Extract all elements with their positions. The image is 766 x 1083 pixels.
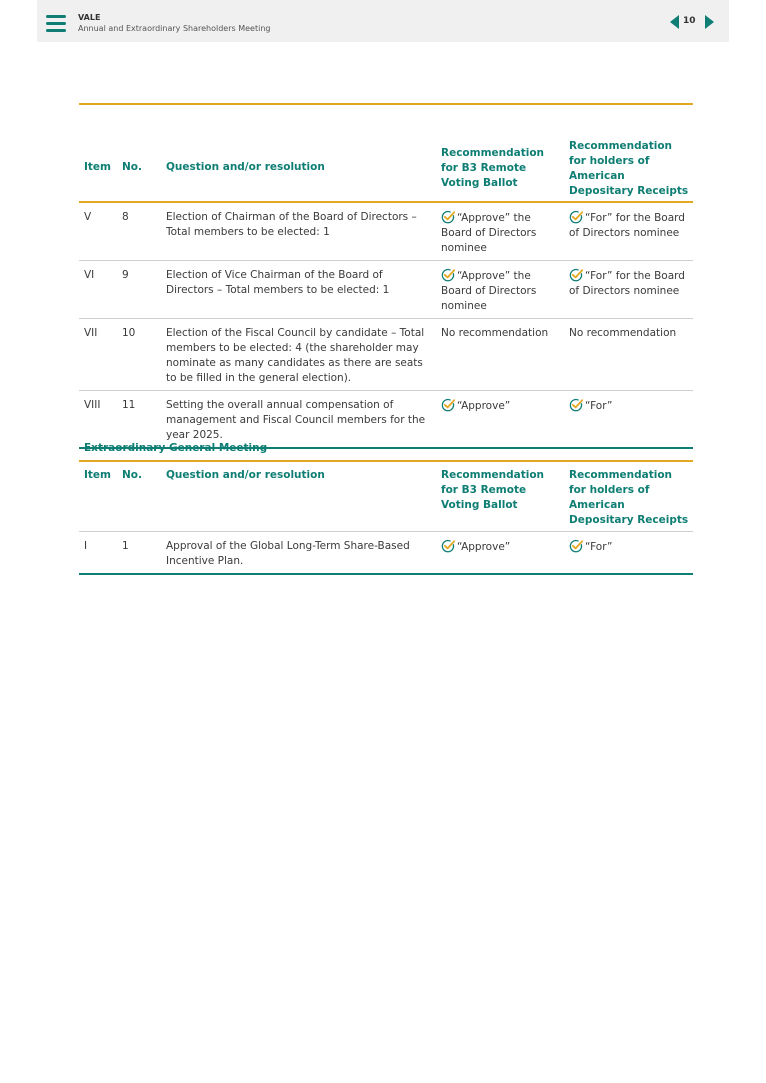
- cell-b3-recommendation: [436, 202, 564, 261]
- cell-question: [161, 261, 436, 319]
- check-circle-icon: [569, 398, 583, 412]
- cell-no: [117, 202, 161, 261]
- cell-item: [79, 202, 117, 261]
- cell-question-text: Election of Vice Chairman of the Board of Directors – Total members to be elected: 1: [166, 269, 390, 296]
- cell-no: [117, 261, 161, 319]
- cell-no-text: 11: [122, 399, 136, 411]
- cell-adr-recommendation-text: No recommendation: [569, 327, 677, 339]
- cell-adr-recommendation-text: “For”: [585, 400, 613, 412]
- cell-no-text: 8: [122, 211, 129, 223]
- cell-adr-recommendation: [564, 391, 693, 449]
- cell-b3-recommendation-text: “Approve” the Board of Directors nominee: [441, 212, 537, 254]
- table-row: [79, 261, 693, 319]
- agm-resolutions-table: [79, 103, 693, 449]
- check-circle-icon: [441, 539, 455, 553]
- cell-b3-recommendation-text: “Approve”: [457, 541, 511, 553]
- cell-no-text: 9: [122, 269, 129, 281]
- table-row: [79, 391, 693, 449]
- header-no: No.: [117, 461, 161, 532]
- check-circle-icon: [441, 398, 455, 412]
- cell-adr-recommendation-text: “For”: [585, 541, 613, 553]
- cell-question: [161, 319, 436, 391]
- menu-icon[interactable]: [46, 15, 66, 32]
- cell-no-text: 10: [122, 327, 136, 339]
- page-number: 10: [683, 16, 696, 26]
- header-question: Question and/or resolution: [161, 104, 436, 202]
- check-circle-icon: [569, 210, 583, 224]
- check-circle-icon: [441, 268, 455, 282]
- table-row: [79, 532, 693, 575]
- header-adr-recommendation: Recommendation for holders of American Depositary Receipts: [564, 104, 693, 202]
- cell-b3-recommendation-text: “Approve”: [457, 400, 511, 412]
- cell-question-text: Election of Chairman of the Board of Directors – Total members to be elected: 1: [166, 211, 417, 238]
- cell-question-text: Election of the Fiscal Council by candidate – Total members to be elected: 4 (the shareholder may nominate as many candidates as there are seats to be filled in the general election).: [166, 327, 425, 384]
- document-header: [37, 0, 729, 42]
- cell-no: [117, 391, 161, 449]
- cell-b3-recommendation: [436, 391, 564, 449]
- next-page-icon[interactable]: [705, 15, 714, 29]
- header-adr-recommendation: Recommendation for holders of American Depositary Receipts: [564, 461, 693, 532]
- table-header-row: [79, 104, 693, 202]
- header-item: Item: [79, 104, 117, 202]
- cell-question-text: Approval of the Global Long-Term Share-Based Incentive Plan.: [166, 540, 410, 567]
- cell-item-text: V: [84, 211, 92, 223]
- cell-b3-recommendation: [436, 261, 564, 319]
- cell-adr-recommendation: [564, 319, 693, 391]
- cell-item: [79, 319, 117, 391]
- cell-no: [117, 532, 161, 575]
- header-item: Item: [79, 461, 117, 532]
- cell-adr-recommendation-text: “For” for the Board of Directors nominee: [569, 270, 685, 297]
- egm-resolutions-table: [79, 460, 693, 575]
- cell-b3-recommendation: [436, 532, 564, 575]
- cell-b3-recommendation-text: No recommendation: [441, 327, 549, 339]
- table-header-row: [79, 461, 693, 532]
- cell-adr-recommendation: [564, 261, 693, 319]
- section-title: Extraordinary General Meeting: [84, 442, 268, 454]
- cell-question-text: Setting the overall annual compensation of management and Fiscal Council members for the year 2025.: [166, 399, 426, 441]
- header-b3-recommendation: Recommendation for B3 Remote Voting Ballot: [436, 104, 564, 202]
- header-b3-recommendation: Recommendation for B3 Remote Voting Ballot: [436, 461, 564, 532]
- prev-page-icon[interactable]: [670, 15, 679, 29]
- cell-item-text: VII: [84, 327, 98, 339]
- cell-item: [79, 261, 117, 319]
- document-subtitle: Annual and Extraordinary Shareholders Meeting: [78, 24, 271, 33]
- check-circle-icon: [569, 539, 583, 553]
- header-no: No.: [117, 104, 161, 202]
- cell-item-text: VIII: [84, 399, 101, 411]
- header-question: Question and/or resolution: [161, 461, 436, 532]
- cell-item-text: I: [84, 540, 88, 552]
- table-row: [79, 202, 693, 261]
- cell-adr-recommendation: [564, 202, 693, 261]
- cell-b3-recommendation-text: “Approve” the Board of Directors nominee: [441, 270, 537, 312]
- cell-item: [79, 532, 117, 575]
- cell-item: [79, 391, 117, 449]
- table-row: [79, 319, 693, 391]
- cell-b3-recommendation: [436, 319, 564, 391]
- brand-name: VALE: [78, 13, 101, 22]
- cell-adr-recommendation: [564, 532, 693, 575]
- cell-no: [117, 319, 161, 391]
- check-circle-icon: [441, 210, 455, 224]
- cell-question: [161, 391, 436, 449]
- cell-adr-recommendation-text: “For” for the Board of Directors nominee: [569, 212, 685, 239]
- cell-no-text: 1: [122, 540, 129, 552]
- check-circle-icon: [569, 268, 583, 282]
- cell-question: [161, 532, 436, 575]
- cell-question: [161, 202, 436, 261]
- cell-item-text: VI: [84, 269, 95, 281]
